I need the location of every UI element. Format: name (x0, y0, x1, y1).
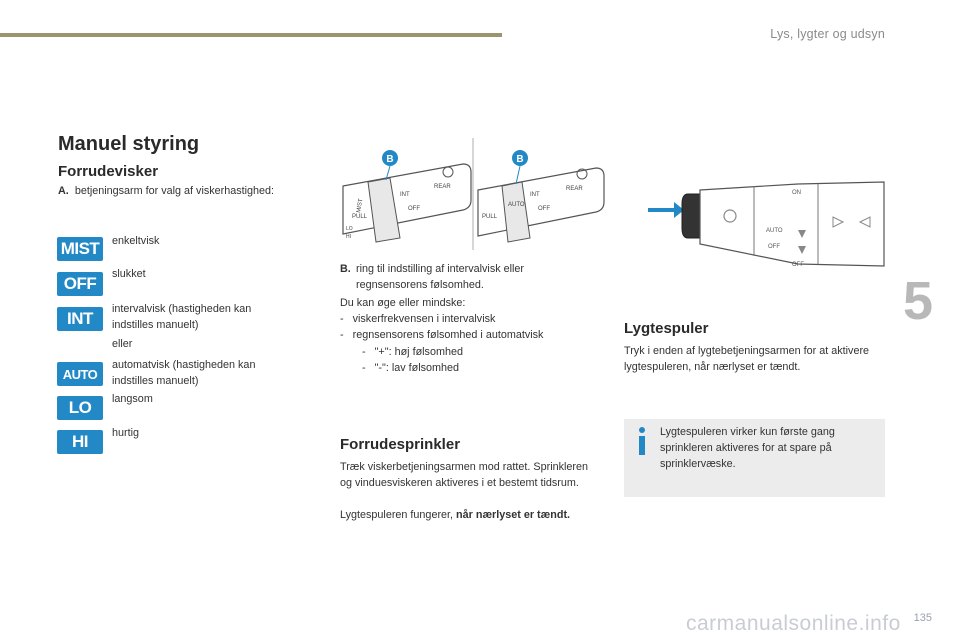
chapter-number: 5 (903, 271, 934, 331)
sprinkler-text: Træk viskerbetjeningsarmen mod rattet. Sprinkleren og vinduesviskeren aktiveres i et bestemt tidsrum. (340, 461, 589, 489)
lo-text: langsom (112, 393, 153, 405)
off-text: slukket (112, 268, 146, 280)
light-stalk-label-on: ON (792, 190, 801, 196)
ring-item-2: - regnsensorens følsomhed i automatvisk (340, 329, 544, 341)
hi-text: hurtig (112, 427, 140, 439)
b-text: ring til indstilling af intervalvisk eller regnsensorens følsomhed. (356, 263, 525, 291)
mid-stalk-label-int: INT (530, 192, 540, 198)
ring-item-3: - "+": høj følsomhed (362, 346, 463, 358)
int-badge: INT (57, 307, 103, 331)
info-text: Lygtespuleren virker kun første gang sprinkleren aktiveres for at spare på sprinklervæske. (660, 426, 835, 470)
hi-badge: HI (57, 430, 103, 454)
lo-badge: LO (57, 396, 103, 420)
ring-item-1: - viskerfrekvensen i intervalvisk (340, 313, 496, 325)
section-title: Lys, lygter og udsyn (770, 27, 885, 41)
callout-b-right-label: B (516, 154, 524, 165)
auto-badge: AUTO (57, 362, 103, 386)
wiper-a-line (58, 183, 274, 199)
mid-stalk-label-pull: PULL (482, 214, 498, 220)
left-stalk-label-off: OFF (408, 206, 420, 212)
sprinkler-note-plain: Lygtespuleren fungerer, (340, 509, 457, 521)
ring-item-4: - "-": lav følsomhed (362, 362, 460, 374)
info-icon (637, 427, 647, 455)
washer-heading: Lygtespuler (624, 320, 709, 337)
a-label: A. (58, 185, 69, 197)
page-number: 135 (913, 612, 932, 624)
mist-text: enkeltvisk (112, 235, 160, 247)
left-stalk-label-int: INT (400, 192, 410, 198)
wiper-stalk-illustration (338, 138, 608, 250)
sprinkler-note-bold: når nærlyset er tændt. (456, 509, 571, 521)
callout-b-left-label: B (386, 154, 394, 165)
page-title: Manuel styring (58, 133, 200, 155)
left-stalk-label-rear: REAR (434, 184, 451, 190)
left-stalk-label-mist: MIST (356, 198, 365, 214)
ring-intro: Du kan øge eller mindske: (340, 297, 466, 309)
ring-b-line (340, 261, 590, 293)
mid-stalk-label-off: OFF (538, 206, 550, 212)
wiper-heading: Forrudevisker (58, 163, 159, 180)
or-text: eller (112, 338, 133, 350)
mid-stalk-label-auto: AUTO (508, 202, 525, 208)
off-badge: OFF (57, 272, 103, 296)
push-arrow-icon (648, 202, 684, 218)
watermark: carmanualsonline.info (686, 612, 901, 635)
light-stalk-label-off2: OFF (792, 262, 804, 268)
auto-text: automatvisk (hastigheden kan indstilles manuelt) (112, 359, 256, 387)
mid-stalk-label-rear: REAR (566, 186, 583, 192)
sprinkler-heading: Forrudesprinkler (340, 436, 461, 453)
left-stalk-label-lo: LO (346, 226, 353, 232)
mist-badge: MIST (57, 237, 103, 261)
light-stalk-illustration (648, 180, 888, 270)
int-text: intervalvisk (hastigheden kan indstilles manuelt) (112, 303, 252, 331)
left-stalk-label-pull: PULL (352, 214, 368, 220)
light-stalk-label-auto: AUTO (766, 228, 783, 234)
washer-text: Tryk i enden af lygtebetjeningsarmen for at aktivere lygtespuleren, når nærlyset er tændt. (624, 345, 870, 373)
header-accent-bar (0, 33, 502, 37)
left-stalk-label-hi: HI (346, 234, 351, 240)
light-stalk-label-off: OFF (768, 244, 780, 250)
sprinkler-note (340, 507, 590, 523)
b-label: B. (340, 263, 351, 275)
a-text: betjeningsarm for valg af viskerhastighed: (74, 185, 275, 197)
